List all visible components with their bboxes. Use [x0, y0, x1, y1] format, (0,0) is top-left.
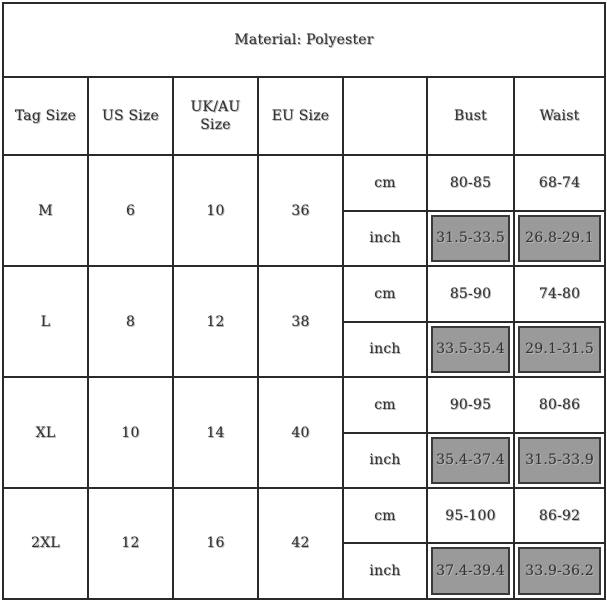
waist-cm-cell: 74-80 — [514, 266, 605, 321]
size-chart-table — [2, 2, 606, 600]
eu-size-cell: 40 — [258, 377, 343, 488]
header-eu-size: EU Size — [258, 77, 343, 155]
header-tag-size: Tag Size — [3, 77, 88, 155]
eu-size-cell: 36 — [258, 155, 343, 266]
eu-size-cell: 42 — [258, 488, 343, 599]
table-row-xl-cm — [3, 377, 605, 432]
waist-cm-cell: 68-74 — [514, 155, 605, 210]
header-waist: Waist — [514, 77, 605, 155]
uk-au-size-cell: 14 — [173, 377, 258, 488]
table-title: Material: Polyester — [3, 3, 605, 77]
unit-cm-cell: cm — [343, 266, 427, 321]
bust-inch-cell: 31.5-33.5 — [427, 211, 514, 266]
tag-size-cell: 2XL — [3, 488, 88, 599]
unit-inch-cell: inch — [343, 322, 427, 377]
waist-cm-cell: 80-86 — [514, 377, 605, 432]
waist-cm-cell: 86-92 — [514, 488, 605, 543]
bust-inch-cell: 33.5-35.4 — [427, 322, 514, 377]
unit-inch-cell: inch — [343, 433, 427, 488]
bust-inch-cell: 35.4-37.4 — [427, 433, 514, 488]
header-us-size: US Size — [88, 77, 173, 155]
header-unit — [343, 77, 427, 155]
bust-cm-cell: 85-90 — [427, 266, 514, 321]
us-size-cell: 10 — [88, 377, 173, 488]
size-chart-sheet — [2, 2, 604, 606]
tag-size-cell: XL — [3, 377, 88, 488]
bust-inch-cell: 37.4-39.4 — [427, 543, 514, 599]
tag-size-cell: M — [3, 155, 88, 266]
header-uk-au-size — [173, 77, 258, 155]
bust-cm-cell: 80-85 — [427, 155, 514, 210]
title-row — [3, 3, 605, 77]
table-row-2xl-cm — [3, 488, 605, 543]
bust-cm-cell: 90-95 — [427, 377, 514, 432]
table-row-m-cm — [3, 155, 605, 210]
unit-cm-cell: cm — [343, 488, 427, 543]
header-uk-au-line1: UK/AU — [190, 99, 241, 116]
header-bust: Bust — [427, 77, 514, 155]
header-uk-au-line2: Size — [200, 117, 231, 134]
unit-inch-cell: inch — [343, 211, 427, 266]
uk-au-size-cell: 12 — [173, 266, 258, 377]
waist-inch-cell: 26.8-29.1 — [514, 211, 605, 266]
unit-inch-cell: inch — [343, 543, 427, 599]
uk-au-size-cell: 16 — [173, 488, 258, 599]
eu-size-cell: 38 — [258, 266, 343, 377]
waist-inch-cell: 31.5-33.9 — [514, 433, 605, 488]
unit-cm-cell: cm — [343, 377, 427, 432]
header-row — [3, 77, 605, 155]
us-size-cell: 6 — [88, 155, 173, 266]
table-row-l-cm — [3, 266, 605, 321]
uk-au-size-cell: 10 — [173, 155, 258, 266]
unit-cm-cell: cm — [343, 155, 427, 210]
us-size-cell: 8 — [88, 266, 173, 377]
waist-inch-cell: 33.9-36.2 — [514, 543, 605, 599]
tag-size-cell: L — [3, 266, 88, 377]
waist-inch-cell: 29.1-31.5 — [514, 322, 605, 377]
us-size-cell: 12 — [88, 488, 173, 599]
bust-cm-cell: 95-100 — [427, 488, 514, 543]
